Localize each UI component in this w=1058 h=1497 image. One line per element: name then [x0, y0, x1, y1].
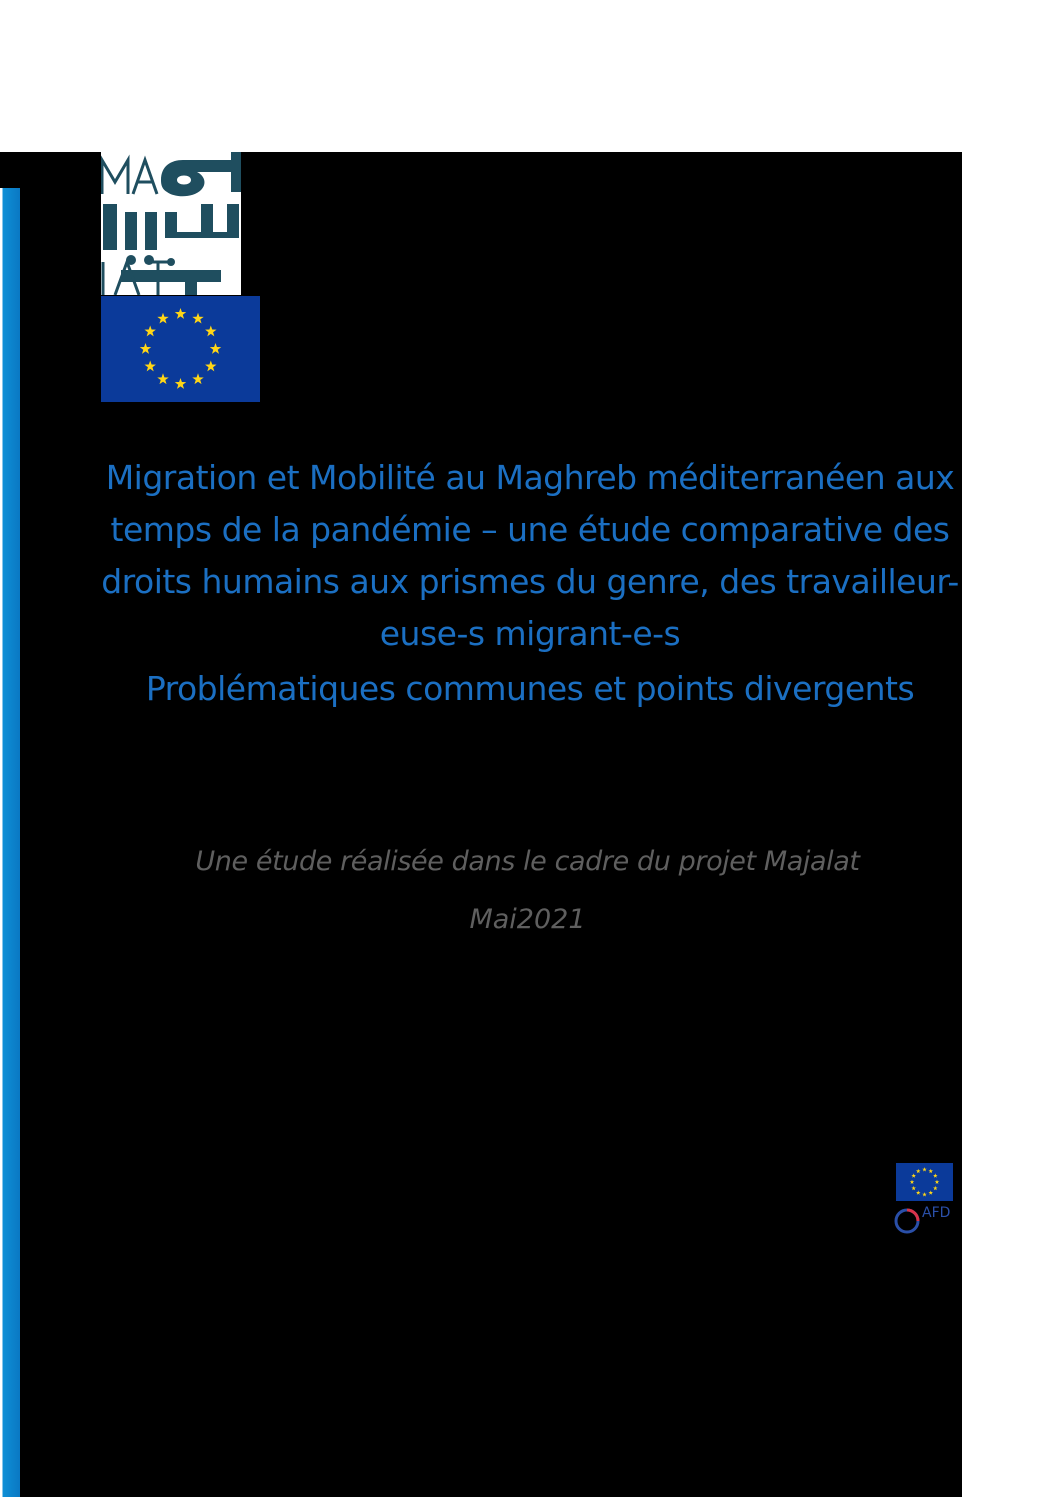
title-block — [100, 452, 960, 714]
eu-star-icon — [205, 326, 216, 337]
eu-star-icon — [911, 1186, 916, 1190]
eu-star-icon — [175, 308, 186, 319]
eu-flag-icon — [101, 296, 260, 402]
eu-star-icon — [210, 343, 221, 354]
eu-flag-small-icon — [896, 1163, 953, 1201]
afd-logo — [890, 1204, 962, 1238]
eu-star-icon — [910, 1180, 915, 1184]
eu-star-icon — [157, 313, 168, 324]
eu-star-icon — [933, 1173, 938, 1177]
eu-star-icon — [175, 378, 186, 389]
eu-star-icon — [205, 361, 216, 372]
document-subtitle: Problématiques communes et points divergents — [145, 669, 915, 708]
document-date: Mai2021 — [469, 904, 586, 935]
accent-stripe — [0, 188, 20, 1497]
majalat-logo — [101, 152, 241, 295]
eu-star-icon — [922, 1167, 927, 1171]
eu-star-icon — [935, 1180, 940, 1184]
eu-star-icon — [157, 373, 168, 384]
eu-star-icon — [916, 1190, 921, 1194]
eu-star-icon — [916, 1169, 921, 1173]
eu-star-icon — [140, 343, 151, 354]
eu-star-icon — [933, 1186, 938, 1190]
afd-logo-text: AFD — [922, 1205, 951, 1221]
eu-star-icon — [192, 373, 203, 384]
eu-star-icon — [922, 1192, 927, 1196]
eu-star-icon — [928, 1169, 933, 1173]
eu-star-icon — [928, 1190, 933, 1194]
eu-star-icon — [144, 361, 155, 372]
document-tagline: Une étude réalisée dans le cadre du projet Majalat — [195, 846, 860, 877]
document-title: Migration et Mobilité au Maghreb méditerranéen aux temps de la pandémie – une étude comparative des droits humains aux prismes du genre, des travailleur-euse-s migrant-e-s — [101, 458, 959, 653]
eu-star-icon — [911, 1173, 916, 1177]
eu-star-icon — [144, 326, 155, 337]
eu-star-icon — [192, 313, 203, 324]
